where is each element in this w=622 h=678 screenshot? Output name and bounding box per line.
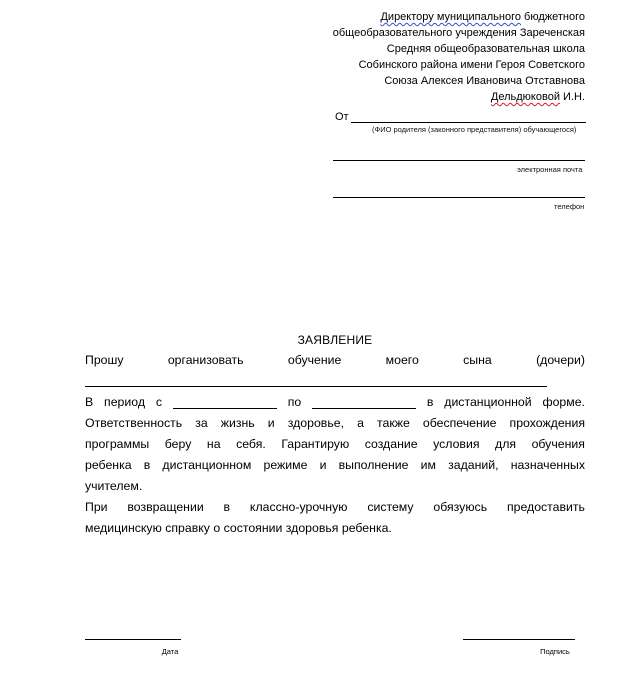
statement-line-7	[85, 497, 585, 517]
email-hint: электронная почта	[517, 165, 583, 174]
period-end-blank[interactable]	[312, 394, 416, 409]
signature-label: Подпись	[540, 647, 570, 656]
word: назначенных	[510, 458, 585, 472]
word: за	[195, 416, 208, 430]
period-start-blank[interactable]	[173, 394, 277, 409]
header-line-3: Средняя общеобразовательная школа	[386, 43, 585, 55]
statement-line-6: учителем.	[85, 479, 143, 493]
word: выполнение	[338, 458, 409, 472]
word: При	[85, 500, 108, 514]
word: также	[377, 416, 410, 430]
word: прохождения	[509, 416, 585, 430]
word: обучение	[287, 353, 342, 367]
word: здоровье,	[287, 416, 345, 430]
statement-period-line	[85, 392, 585, 412]
header-line-6-rest: И.Н.	[559, 91, 585, 103]
email-blank-line[interactable]	[333, 160, 585, 161]
header-line-2: общеобразовательного учреждения Зареченская	[332, 27, 585, 39]
signature-blank-line[interactable]	[463, 639, 575, 640]
word: беру	[164, 437, 192, 451]
word: ребенка	[85, 458, 132, 472]
word: Прошу	[85, 353, 124, 367]
header-line-1-rest: бюджетного	[520, 11, 585, 23]
date-label: Дата	[161, 647, 179, 656]
word: им	[420, 458, 436, 472]
word: дистанционной	[444, 395, 532, 409]
word: программы	[85, 437, 150, 451]
word: в	[223, 500, 231, 514]
header-line-6-underlined: Дельдюковой	[490, 91, 560, 103]
word: обучения	[531, 437, 585, 451]
word: Гарантирую	[281, 437, 350, 451]
word: заданий,	[448, 458, 499, 472]
word: форме.	[542, 395, 585, 409]
phone-blank-line[interactable]	[333, 197, 585, 198]
word: жизнь	[220, 416, 255, 430]
word: и	[319, 458, 327, 472]
word: на	[206, 437, 221, 451]
word: моего	[385, 353, 419, 367]
date-blank-line[interactable]	[85, 639, 181, 640]
word: сына	[463, 353, 492, 367]
word: и	[267, 416, 275, 430]
header-line-5: Союза Алексея Ивановича Отставнова	[384, 75, 585, 87]
from-hint: (ФИО родителя (законного представителя) обучающегося)	[372, 125, 577, 134]
header-line-1	[380, 9, 585, 25]
word: В	[85, 395, 94, 409]
word: условия	[433, 437, 480, 451]
word: организовать	[167, 353, 244, 367]
word: в	[426, 395, 434, 409]
word: а	[357, 416, 364, 430]
word: по	[287, 395, 302, 409]
phone-hint: телефон	[554, 202, 585, 211]
word: с	[155, 395, 162, 409]
statement-line-3	[85, 413, 585, 433]
header-line-1-underlined: Директору муниципального	[380, 11, 521, 23]
word: обеспечение	[422, 416, 497, 430]
word: дистанционном	[162, 458, 252, 472]
word: для	[495, 437, 517, 451]
statement-line-4	[85, 434, 585, 454]
from-blank-line[interactable]	[351, 122, 586, 123]
statement-line-8: медицинскую справку о состоянии здоровья ребенка.	[85, 521, 392, 535]
word: создание	[364, 437, 418, 451]
from-field[interactable]	[335, 110, 586, 124]
document-title: ЗАЯВЛЕНИЕ	[297, 333, 373, 347]
word: систему	[367, 500, 414, 514]
child-name-blank-line[interactable]	[85, 386, 547, 387]
word: классно-урочную	[249, 500, 348, 514]
from-label: От	[335, 111, 349, 123]
word: (дочери)	[536, 353, 585, 367]
word: возвращении	[127, 500, 204, 514]
word: период	[104, 395, 145, 409]
statement-line-5	[85, 455, 585, 475]
word: предоставить	[506, 500, 585, 514]
statement-line-1	[85, 350, 585, 370]
word: в	[143, 458, 151, 472]
word: себя.	[236, 437, 266, 451]
word: Ответственность	[85, 416, 183, 430]
word: обязуюсь	[433, 500, 488, 514]
header-line-6	[491, 89, 585, 105]
word: режиме	[263, 458, 308, 472]
header-line-4: Собинского района имени Героя Советского	[358, 59, 585, 71]
